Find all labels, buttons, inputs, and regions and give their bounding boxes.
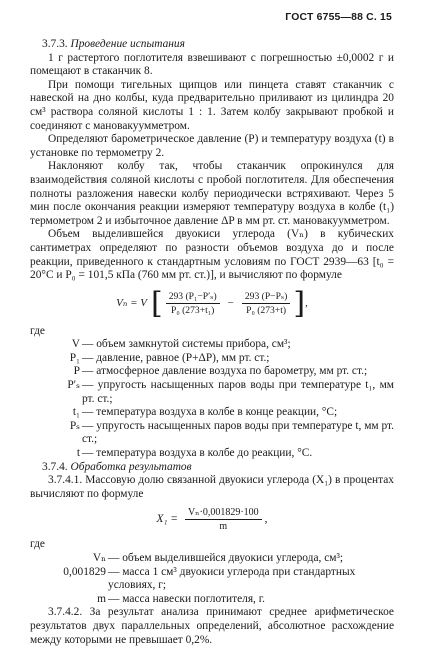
where-label: где [30, 538, 45, 551]
definition-text: — масса навески поглотителя, г. [108, 592, 265, 605]
formula-mass-fraction [30, 502, 394, 536]
bracket-left: [ [150, 285, 163, 321]
fraction-2-numerator: 293 (P−Pₛ) [242, 291, 291, 304]
formula-volume [30, 286, 394, 322]
definitions-list-1 [30, 325, 394, 339]
definition-symbol: 0,001829 [63, 565, 106, 578]
paragraph-2: При помощи тигельных щипцов или пинцета ставят стаканчик с навеской на дно колбы, куда предварительно приливают из цилиндра 20 см³ раствора соляной кислоты 1 : 1. Затем колбу закрывают пробкой и соединяют с мановакуумметром. [30, 78, 394, 132]
definition-symbol: Pₛ [69, 419, 80, 432]
paragraph-1: 1 г растертого поглотителя взвешивают с погрешностью ±0,0002 г и помещают в стаканчик 8. [30, 51, 394, 78]
section-number: 3.7.4. [42, 460, 68, 473]
paragraph-3: Определяют барометрическое давление (P) и температуру воздуха (t) в установке по термометру 2. [30, 133, 394, 159]
fraction-1 [166, 291, 220, 316]
definition-symbol: t₁ [72, 406, 80, 419]
formula2-lhs: X₁ = [156, 512, 178, 525]
paragraph-6: 3.7.4.1. Массовую долю связанной двуокиси углерода (X₁) в процентах вычисляют по формуле [30, 474, 394, 500]
paragraph-4: Наклоняют колбу так, чтобы стаканчик опрокинулся для взаимодействия соляной кислоты с пробой поглотителя. Для обеспечения полноты разложения навески колбу периодически встряхивают. Через 5 мин после окончания реакции измеряют температуру воздуха в колбе (t₁) термометром 2 и избыточное давление ΔP в мм рт. ст. мановакуумметром. [30, 160, 394, 227]
definition-symbol: Vₙ [92, 552, 106, 564]
definition-text: — температура воздуха в колбе в конце реакции, °С; [82, 406, 338, 419]
definitions-1 [30, 338, 394, 460]
page-content [30, 38, 394, 647]
definition-symbol: V [71, 338, 80, 351]
definition-text: — атмосферное давление воздуха по барометру, мм рт. ст.; [82, 365, 368, 378]
page-header: ГОСТ 6755—88 С. 15 [285, 12, 392, 23]
fraction-3-denominator: m [219, 520, 228, 532]
section-title: Проведение испытания [70, 38, 185, 50]
fraction-2-denominator: P₀ (273+t) [246, 305, 287, 317]
paragraph-5: Объем выделившейся двуокиси углерода (Vₙ) в кубических сантиметрах определяют по разности объемов воздуха до и после реакции, приведенного к стандартным условиям по ГОСТ 2939—63 [t₀ = 20°С и P₀ = 101,5 кПа (760 мм рт. ст.)], и вычисляют по формуле [30, 228, 394, 282]
section-number: 3.7.3. [42, 38, 68, 50]
fraction-3-numerator: Vₙ·0,001829·100 [185, 507, 262, 520]
definition-symbol: t [76, 447, 80, 460]
definition-text: — объем выделившейся двуокиси углерода, см³; [108, 552, 344, 564]
section-title: Обработка результатов [70, 460, 192, 473]
definition-text: — масса 1 см³ двуокиси углерода при стандартных условиях, г; [108, 565, 356, 592]
paragraph-7: 3.7.4.2. За результат анализа принимают среднее арифметическое результатов двух параллельных определений, абсолютное расхождение между которыми не превышает 0,2%. [30, 606, 394, 646]
formula-end: , [305, 296, 308, 309]
fraction-3 [185, 507, 262, 532]
definition-text: — упругость насыщенных паров воды при температуре t, мм рт. ст.; [82, 419, 394, 446]
definition-symbol: P₁ [69, 351, 80, 364]
formula2-end: , [264, 512, 268, 525]
definitions-2 [30, 552, 394, 606]
section-3-7-4-heading [30, 461, 394, 475]
fraction-1-denominator: P₀ (273+t₁) [171, 305, 215, 317]
formula-lhs: Vₙ = V [116, 296, 147, 309]
fraction-2 [242, 291, 291, 316]
definition-text: — упругость насыщенных паров воды при температуре t₁, мм рт. ст.; [82, 379, 394, 405]
definition-symbol: P [73, 365, 80, 378]
definition-text: — температура воздуха в колбе до реакции, °С. [82, 447, 313, 460]
minus-sign: − [227, 296, 234, 309]
definition-text: — давление, равное (P+ΔP), мм рт. ст.; [82, 351, 270, 364]
fraction-1-numerator: 293 (P₁−P′ₛ) [166, 291, 220, 304]
definitions-list-2 [30, 538, 394, 552]
definition-symbol: m [97, 592, 106, 605]
definition-symbol: P′ₛ [67, 379, 80, 392]
where-label: где [30, 324, 45, 337]
bracket-right: ] [293, 285, 306, 321]
section-3-7-3-heading [30, 38, 394, 52]
definition-text: — объем замкнутой системы прибора, см³; [82, 338, 291, 351]
